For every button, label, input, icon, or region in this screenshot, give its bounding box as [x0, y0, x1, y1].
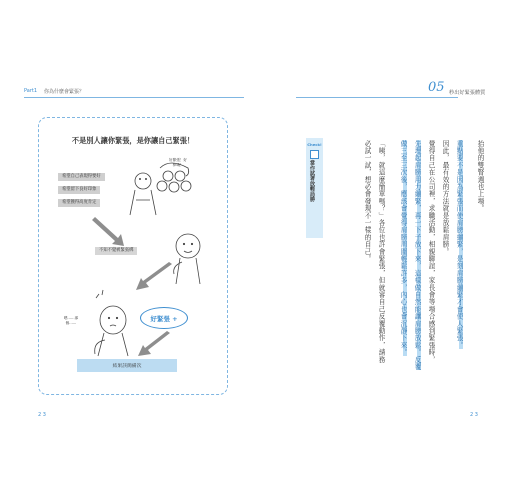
left-page-number: 2 3 [38, 412, 46, 418]
body-column-3: 因此，最有效的方法就是放鬆肩膀。 [441, 140, 449, 256]
nervous-oval-label: 好緊張 + [140, 307, 188, 329]
section-title: 秒出好緊張體質 [449, 90, 486, 96]
result-label: 結果該簡備次 [77, 359, 177, 372]
left-header-part: Part1 [24, 88, 38, 94]
body-column-1: 抬他的雙腎週也上場。 [476, 140, 484, 212]
crowd-speech-bubble: 好緊張！好棒哦！ [169, 158, 187, 167]
calm-figure [174, 234, 200, 284]
right-page-number: 2 3 [470, 412, 478, 418]
body-column-8: 必試一試，想必會發現不一樣的自己。 [363, 140, 371, 263]
right-header-rule [296, 97, 458, 98]
body-column-7: 「咦，就這麼簡單嗎？」各位也許會緊張，但就審自己反覆動作，請務 [377, 140, 385, 364]
arrow-down-left-2 [138, 331, 170, 356]
left-header-title: 你為什麼會緊張？ [44, 89, 85, 95]
check-box-panel [306, 138, 323, 238]
card-title: 不是別人讓你緊張，是你讓自己緊張！ [71, 136, 195, 145]
body-column-2: 重點要不是因為緊張而使肩膀繃緊，是刻肩膀繃緊才會使人緊張。 [455, 140, 463, 349]
chip-bound-by-nerves: 不知不覺被緊張綁 [95, 247, 137, 255]
chip-high-approval: 希望獲得高度肯定 [58, 199, 100, 207]
crowd-illustration [130, 163, 191, 215]
arrow-down-right-1 [92, 217, 124, 246]
body-column-5: 先理起肩膀用力繃緊，再一下子放下來，這樣做自然能讓肩膀放鬆。反覆 [413, 140, 421, 371]
chip-perform-well: 希望自己表現得要好 [58, 173, 105, 181]
check-label: Check! [307, 142, 322, 147]
body-column-4: 覺得自己在公司裡，求職活動，相親聯誼，家長會等場合感到緊張時， [427, 140, 435, 364]
check-text: 當作試著放輕局勝 [309, 160, 315, 202]
chip-good-impression: 希望留下良好印象 [58, 186, 100, 194]
small-speech-bubble: 嗯……那個…… [63, 316, 79, 325]
section-number: 05 [428, 80, 445, 95]
checkbox-square[interactable] [310, 150, 319, 159]
body-column-6: 做三至三次後，應該會覺得肩膀周圍輕鬆許多，內心也會沉靜下來。 [399, 140, 407, 356]
arrow-down-left [136, 262, 172, 290]
nervous-figure [95, 290, 128, 356]
